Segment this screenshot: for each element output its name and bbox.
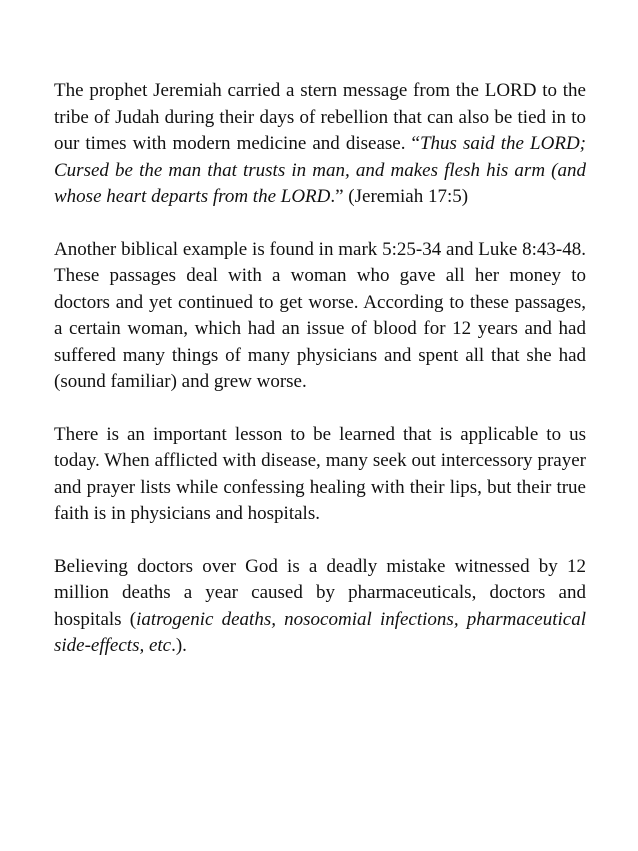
paragraph-text-end: .).: [171, 635, 187, 656]
paragraph-text: The prophet Jeremiah carried a stern message from the LORD to the tribe of Judah during their days of rebellion that can also be tied in to our times with modern medicine and disease. “: [54, 80, 586, 154]
paragraph-jeremiah: [54, 78, 586, 211]
document-page: [54, 78, 586, 686]
paragraph-text: There is an important lesson to be learned that is applicable to us today. When afflicted with disease, many seek out intercessory prayer and prayer lists while confessing healing with their lips, but their true faith is in physicians and hospitals.: [54, 423, 586, 524]
italic-examples: iatrogenic deaths, nosocomial infections, pharmaceutical side-effects, etc: [54, 608, 586, 656]
paragraph-important-lesson: [54, 422, 586, 528]
scripture-citation: .” (Jeremiah 17:5): [330, 186, 469, 207]
paragraph-deadly-mistake: [54, 554, 586, 660]
paragraph-text: Believing doctors over God is a deadly mistake witnessed by 12 million deaths a year caused by pharmaceuticals, doctors and hospitals (: [54, 555, 586, 630]
scripture-quote: Thus said the LORD; Cursed be the man that trusts in man, and makes flesh his arm (and whose heart departs from the LORD: [54, 133, 586, 207]
paragraph-biblical-example: [54, 237, 586, 396]
paragraph-text: Another biblical example is found in mark 5:25-34 and Luke 8:43-48. These passages deal with a woman who gave all her money to doctors and yet continued to get worse. According to these passages, a certain woman, which had an issue of blood for 12 years and had suffered many things of many physicians and spent all that she had (sound familiar) and grew worse.: [54, 238, 586, 392]
